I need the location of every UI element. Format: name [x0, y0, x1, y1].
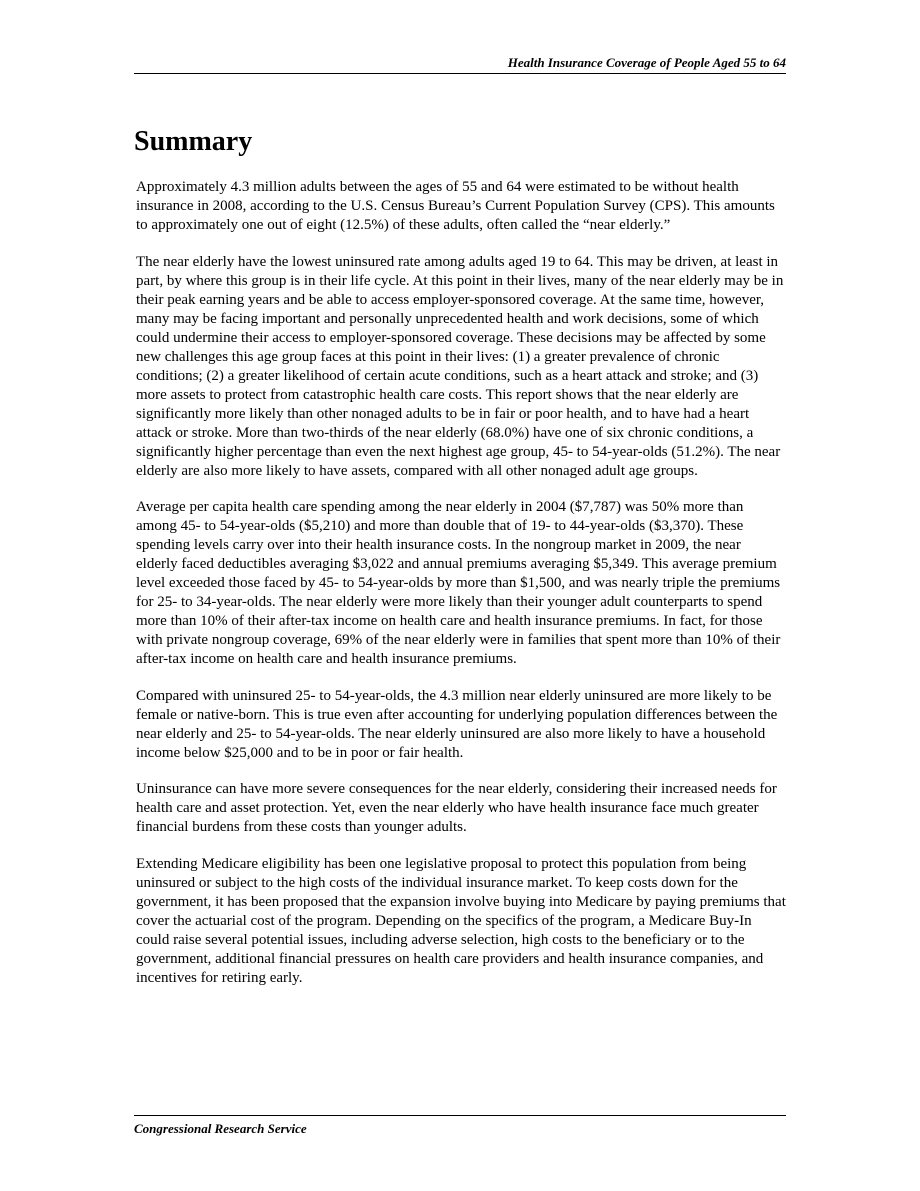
paragraph: Compared with uninsured 25- to 54-year-olds, the 4.3 million near elderly uninsured are more likely to be female or native-born. This is true even after accounting for underlying population differences between the near elderly and 25- to 54-year-olds. The near elderly uninsured are also more likely to have a household income below $25,000 and to be in poor or fair health. [136, 687, 778, 761]
footer-source: Congressional Research Service [134, 1121, 307, 1136]
summary-body [136, 178, 786, 1005]
section-title: Summary [134, 126, 253, 157]
page-footer [134, 1115, 786, 1136]
running-title: Health Insurance Coverage of People Aged 55 to 64 [507, 55, 786, 70]
page-header [134, 56, 786, 74]
paragraph: Average per capita health care spending among the near elderly in 2004 ($7,787) was 50% more than among 45- to 54-year-olds ($5,210) and more than double that of 19- to 44-year-olds ($3,370). These spending levels carry over into their health insurance costs. In the nongroup market in 2009, the near elderly faced deductibles averaging $3,022 and annual premiums averaging $5,349. This average premium level exceeded those faced by 45- to 54-year-olds by more than $1,500, and was nearly triple the premiums for 25- to 34-year-olds. The near elderly were more likely than their younger adult counterparts to spend more than 10% of their after-tax income on health care and health insurance premiums. In fact, for those with private nongroup coverage, 69% of the near elderly were in families that spent more than 10% of their after-tax income on health care and health insurance premiums. [136, 499, 781, 667]
paragraph: Uninsurance can have more severe consequences for the near elderly, considering their increased needs for health care and asset protection. Yet, even the near elderly who have health insurance face much greater financial burdens from these costs than younger adults. [136, 781, 777, 835]
paragraph: Approximately 4.3 million adults between the ages of 55 and 64 were estimated to be without health insurance in 2008, according to the U.S. Census Bureau’s Current Population Survey (CPS). This amounts to approximately one out of eight (12.5%) of these adults, often called the “near elderly.” [136, 179, 775, 233]
paragraph: Extending Medicare eligibility has been one legislative proposal to protect this population from being uninsured or subject to the high costs of the individual insurance market. To keep costs down for the government, it has been proposed that the expansion involve buying into Medicare by paying premiums that cover the actuarial cost of the program. Depending on the specifics of the program, a Medicare Buy-In could raise several potential issues, including adverse selection, high costs to the beneficiary or to the government, additional financial pressures on health care providers and health insurance companies, and incentives for retiring early. [136, 855, 786, 986]
paragraph: The near elderly have the lowest uninsured rate among adults aged 19 to 64. This may be driven, at least in part, by where this group is in their life cycle. At this point in their lives, many of the near elderly may be in their peak earning years and be able to access employer-sponsored coverage. At the same time, however, many may be facing important and personally unprecedented health and work decisions, some of which could undermine their access to employer-sponsored coverage. These decisions may be affected by some new challenges this age group faces at this point in their lives: (1) a greater prevalence of chronic conditions; (2) a greater likelihood of certain acute conditions, such as a heart attack and stroke; and (3) more assets to protect from catastrophic health care costs. This report shows that the near elderly are significantly more likely than other nonaged adults to be in fair or poor health, and to have had a heart attack or stroke. More than two-thirds of the near elderly (68.0%) have one of six chronic conditions, a significantly higher percentage than even the next highest age group, 45- to 54-year-olds (51.2%). The near elderly are also more likely to have assets, compared with all other nonaged adult age groups. [136, 253, 784, 479]
